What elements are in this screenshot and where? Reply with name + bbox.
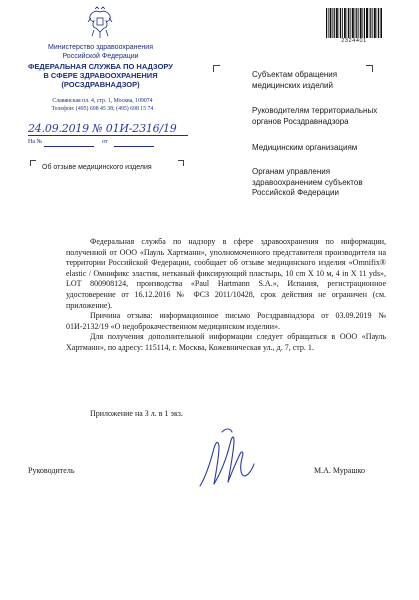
agency-name <box>24 62 177 89</box>
recipient-line: Российской Федерации <box>252 188 339 197</box>
reference-date-underline <box>114 146 154 147</box>
recipient-line: здравоохранением субъектов <box>252 177 363 187</box>
address-line: Славянская пл. 4, стр. 1, Москва, 109074 <box>52 98 153 104</box>
body-paragraph-3: Для получения дополнительной информации следует обращаться в ООО «Пауль Хартманн», по адресу: 115114, г. Москва, Кожевническая ул., д. 7, стр. 1. <box>66 332 386 352</box>
phone-line: Телефон: (495) 698 45 38; (495) 698 15 74 <box>51 106 154 112</box>
signatory-title: Руководитель <box>28 466 75 475</box>
reference-date-label: от <box>102 139 108 145</box>
recipient-4 <box>252 167 363 199</box>
reference-number-label: На № <box>28 139 43 145</box>
signatory-name: М.А. Мурашко <box>314 466 365 475</box>
subject-bracket-left <box>30 160 36 166</box>
recipients-bracket-left <box>213 65 220 72</box>
recipient-line: Субъектам обращения <box>252 70 338 79</box>
recipients-bracket-right <box>366 65 373 72</box>
recipient-2 <box>252 106 377 127</box>
recipient-line: медицинских изделий <box>252 80 333 90</box>
recipient-line: Медицинским организациям <box>252 143 358 152</box>
recipient-line: Органам управления <box>252 167 331 176</box>
ministry-line-1: Министерство здравоохранения <box>48 44 153 51</box>
body-paragraph-2: Причина отзыва: информационное письмо Росздравнадзора от 03.09.2019 № 01И-2132/19 «О недоброкачественном медицинском изделии». <box>66 311 386 331</box>
body-paragraph-1: Федеральная служба по надзору в сфере здравоохранения по информации, полученной от ООО «Пауль Хартманн», уполномоченного представителя производителя на территории Российской Федерации, сообщает об отзыве медицинского изделия «Omnifix® elastic / Омнификс эластик, нетканый фиксирующий пластырь, 10 cm X 10 м, 4 in X 11 yds», LOT 800908124, производства «Paul Hartmann S.A.», Испания, регистрационное удостоверение от 16.12.2016 № ФСЗ 2011/10428, срок действия не ограничен (см. приложение). <box>66 237 386 310</box>
registration-block <box>28 122 188 152</box>
agency-address <box>40 97 165 113</box>
recipient-line: Руководителям территориальных <box>252 106 378 115</box>
appendix-note: Приложение на 3 л. в 1 экз. <box>90 409 183 418</box>
registration-underline <box>28 135 188 136</box>
subject-line: Об отзыве медицинского изделия <box>42 164 152 171</box>
recipient-3 <box>252 143 357 154</box>
recipient-line: органов Росздравнадзора <box>252 116 349 126</box>
letter-body <box>66 237 386 354</box>
agency-line-2: В СФЕРЕ ЗДРАВООХРАНЕНИЯ <box>43 71 158 80</box>
handwritten-signature <box>192 424 264 496</box>
agency-line-3: (РОСЗДРАВНАДЗОР) <box>61 80 140 89</box>
subject-bracket-right <box>178 160 184 166</box>
agency-line-1: ФЕДЕРАЛЬНАЯ СЛУЖБА ПО НАДЗОРУ <box>28 62 173 71</box>
ministry-line-2: Российской Федерации <box>62 52 139 60</box>
reference-number-underline <box>44 146 94 147</box>
recipient-1 <box>252 70 337 91</box>
coat-of-arms-icon <box>86 6 114 40</box>
ministry-name <box>28 44 173 61</box>
handwritten-registration: 24.09.2019 № 01И-2316/19 <box>28 122 177 135</box>
barcode-number: 2324401 <box>341 38 367 44</box>
barcode-icon <box>326 8 382 38</box>
